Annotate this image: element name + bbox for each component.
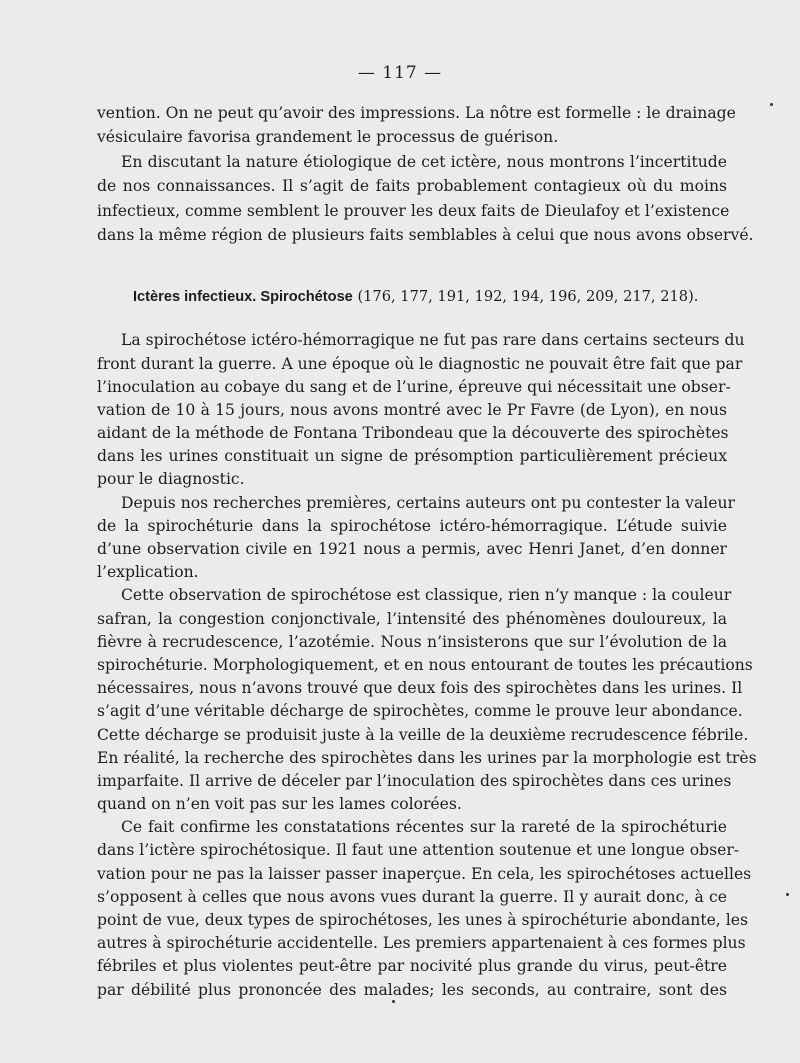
text-line: nécessaires, nous n’avons trouvé que deux fois des spirochètes dans les urines. Il [97,679,743,698]
section-paragraphs [97,329,757,1001]
text-line: vention. On ne peut qu’avoir des impressions. La nôtre est formelle : le drainage [97,104,736,122]
text-line: Cette observation de spirochétose est classique, rien n’y manque : la couleur [121,586,732,605]
text-line: fièvre à recrudescence, l’azotémie. Nous n’insisterons que sur l’évolution de la [97,632,727,651]
text-line: Depuis nos recherches premières, certains auteurs ont pu contester la valeur [121,493,735,512]
text-line: dans l’ictère spirochétosique. Il faut une attention soutenue et une longue obser- [97,841,740,860]
text-line: dans les urines constituait un signe de présomption particulièrement précieux [97,447,727,466]
text-line: s’agit d’une véritable décharge de spirochètes, comme le prouve leur abondance. [97,702,743,721]
text-line: l’inoculation au cobaye du sang et de l’urine, épreuve qui nécessitait une obser- [97,377,731,396]
text-line: Cette décharge se produisit juste à la veille de la deuxième recrudescence fébrile. [97,725,749,744]
scan-speck [392,1000,395,1003]
text-line: d’une observation civile en 1921 nous a permis, avec Henri Janet, d’en donner [97,540,727,559]
text-line: s’opposent à celles que nous avons vues durant la guerre. Il y aurait donc, à ce [97,887,727,906]
text-line: de nos connaissances. Il s’agit de faits probablement contagieux où du moins [97,177,727,196]
scan-speck [786,893,789,896]
text-line: En discutant la nature étiologique de cet ictère, nous montrons l’incertitude [121,152,727,171]
text-line: vation de 10 à 15 jours, nous avons montré avec le Pr Favre (de Lyon), en nous [97,400,727,419]
page-number: — 117 — [357,63,443,83]
text-line: autres à spirochéturie accidentelle. Les premiers appartenaient à ces formes plus [97,934,746,953]
section-heading [97,284,727,308]
intro-paragraphs [97,101,754,247]
section-spacer [97,247,727,284]
section-heading-title: Ictères infectieux. Spirochétose [133,289,353,306]
text-line: point de vue, deux types de spirochétoses, les unes à spirochéturie abondante, les [97,911,748,930]
section-heading-references: (176, 177, 191, 192, 194, 196, 209, 217, 218). [352,288,699,306]
text-line: En réalité, la recherche des spirochètes dans les urines par la morphologie est très [97,748,757,767]
text-line: imparfaite. Il arrive de déceler par l’inoculation des spirochètes dans ces urines [97,771,732,790]
text-line: fébriles et plus violentes peut-être par nocivité plus grande du virus, peut-être [97,957,727,976]
text-column [97,101,757,1002]
text-line: front durant la guerre. A une époque où le diagnostic ne pouvait être fait que par [97,354,743,373]
text-line: vésiculaire favorisa grandement le processus de guérison. [97,128,559,147]
text-line: vation pour ne pas la laisser passer inaperçue. En cela, les spirochétoses actuelles [97,864,752,883]
text-line: La spirochétose ictéro-hémorragique ne fut pas rare dans certains secteurs du [121,331,745,350]
text-line: aidant de la méthode de Fontana Tribondeau que la découverte des spirochètes [97,424,729,443]
scan-speck [770,103,773,106]
text-line: Ce fait confirme les constatations récentes sur la rareté de la spirochéturie [121,818,727,837]
text-line: l’explication. [97,563,199,582]
text-line: de la spirochéturie dans la spirochétose ictéro-hémorragique. L’étude suivie [97,516,727,535]
section-spacer [97,308,727,329]
text-line: safran, la congestion conjonctivale, l’intensité des phénomènes douloureux, la [97,609,727,628]
text-line: pour le diagnostic. [97,470,245,489]
text-line: spirochéturie. Morphologiquement, et en nous entourant de toutes les précautions [97,655,753,674]
text-line: infectieux, comme semblent le prouver les deux faits de Dieulafoy et l’existence [97,201,730,220]
text-line: par débilité plus prononcée des malades; les seconds, au contraire, sont des [97,980,727,999]
text-line: dans la même région de plusieurs faits semblables à celui que nous avons observé. [97,225,754,244]
text-line: quand on n’en voit pas sur les lames colorées. [97,795,462,814]
